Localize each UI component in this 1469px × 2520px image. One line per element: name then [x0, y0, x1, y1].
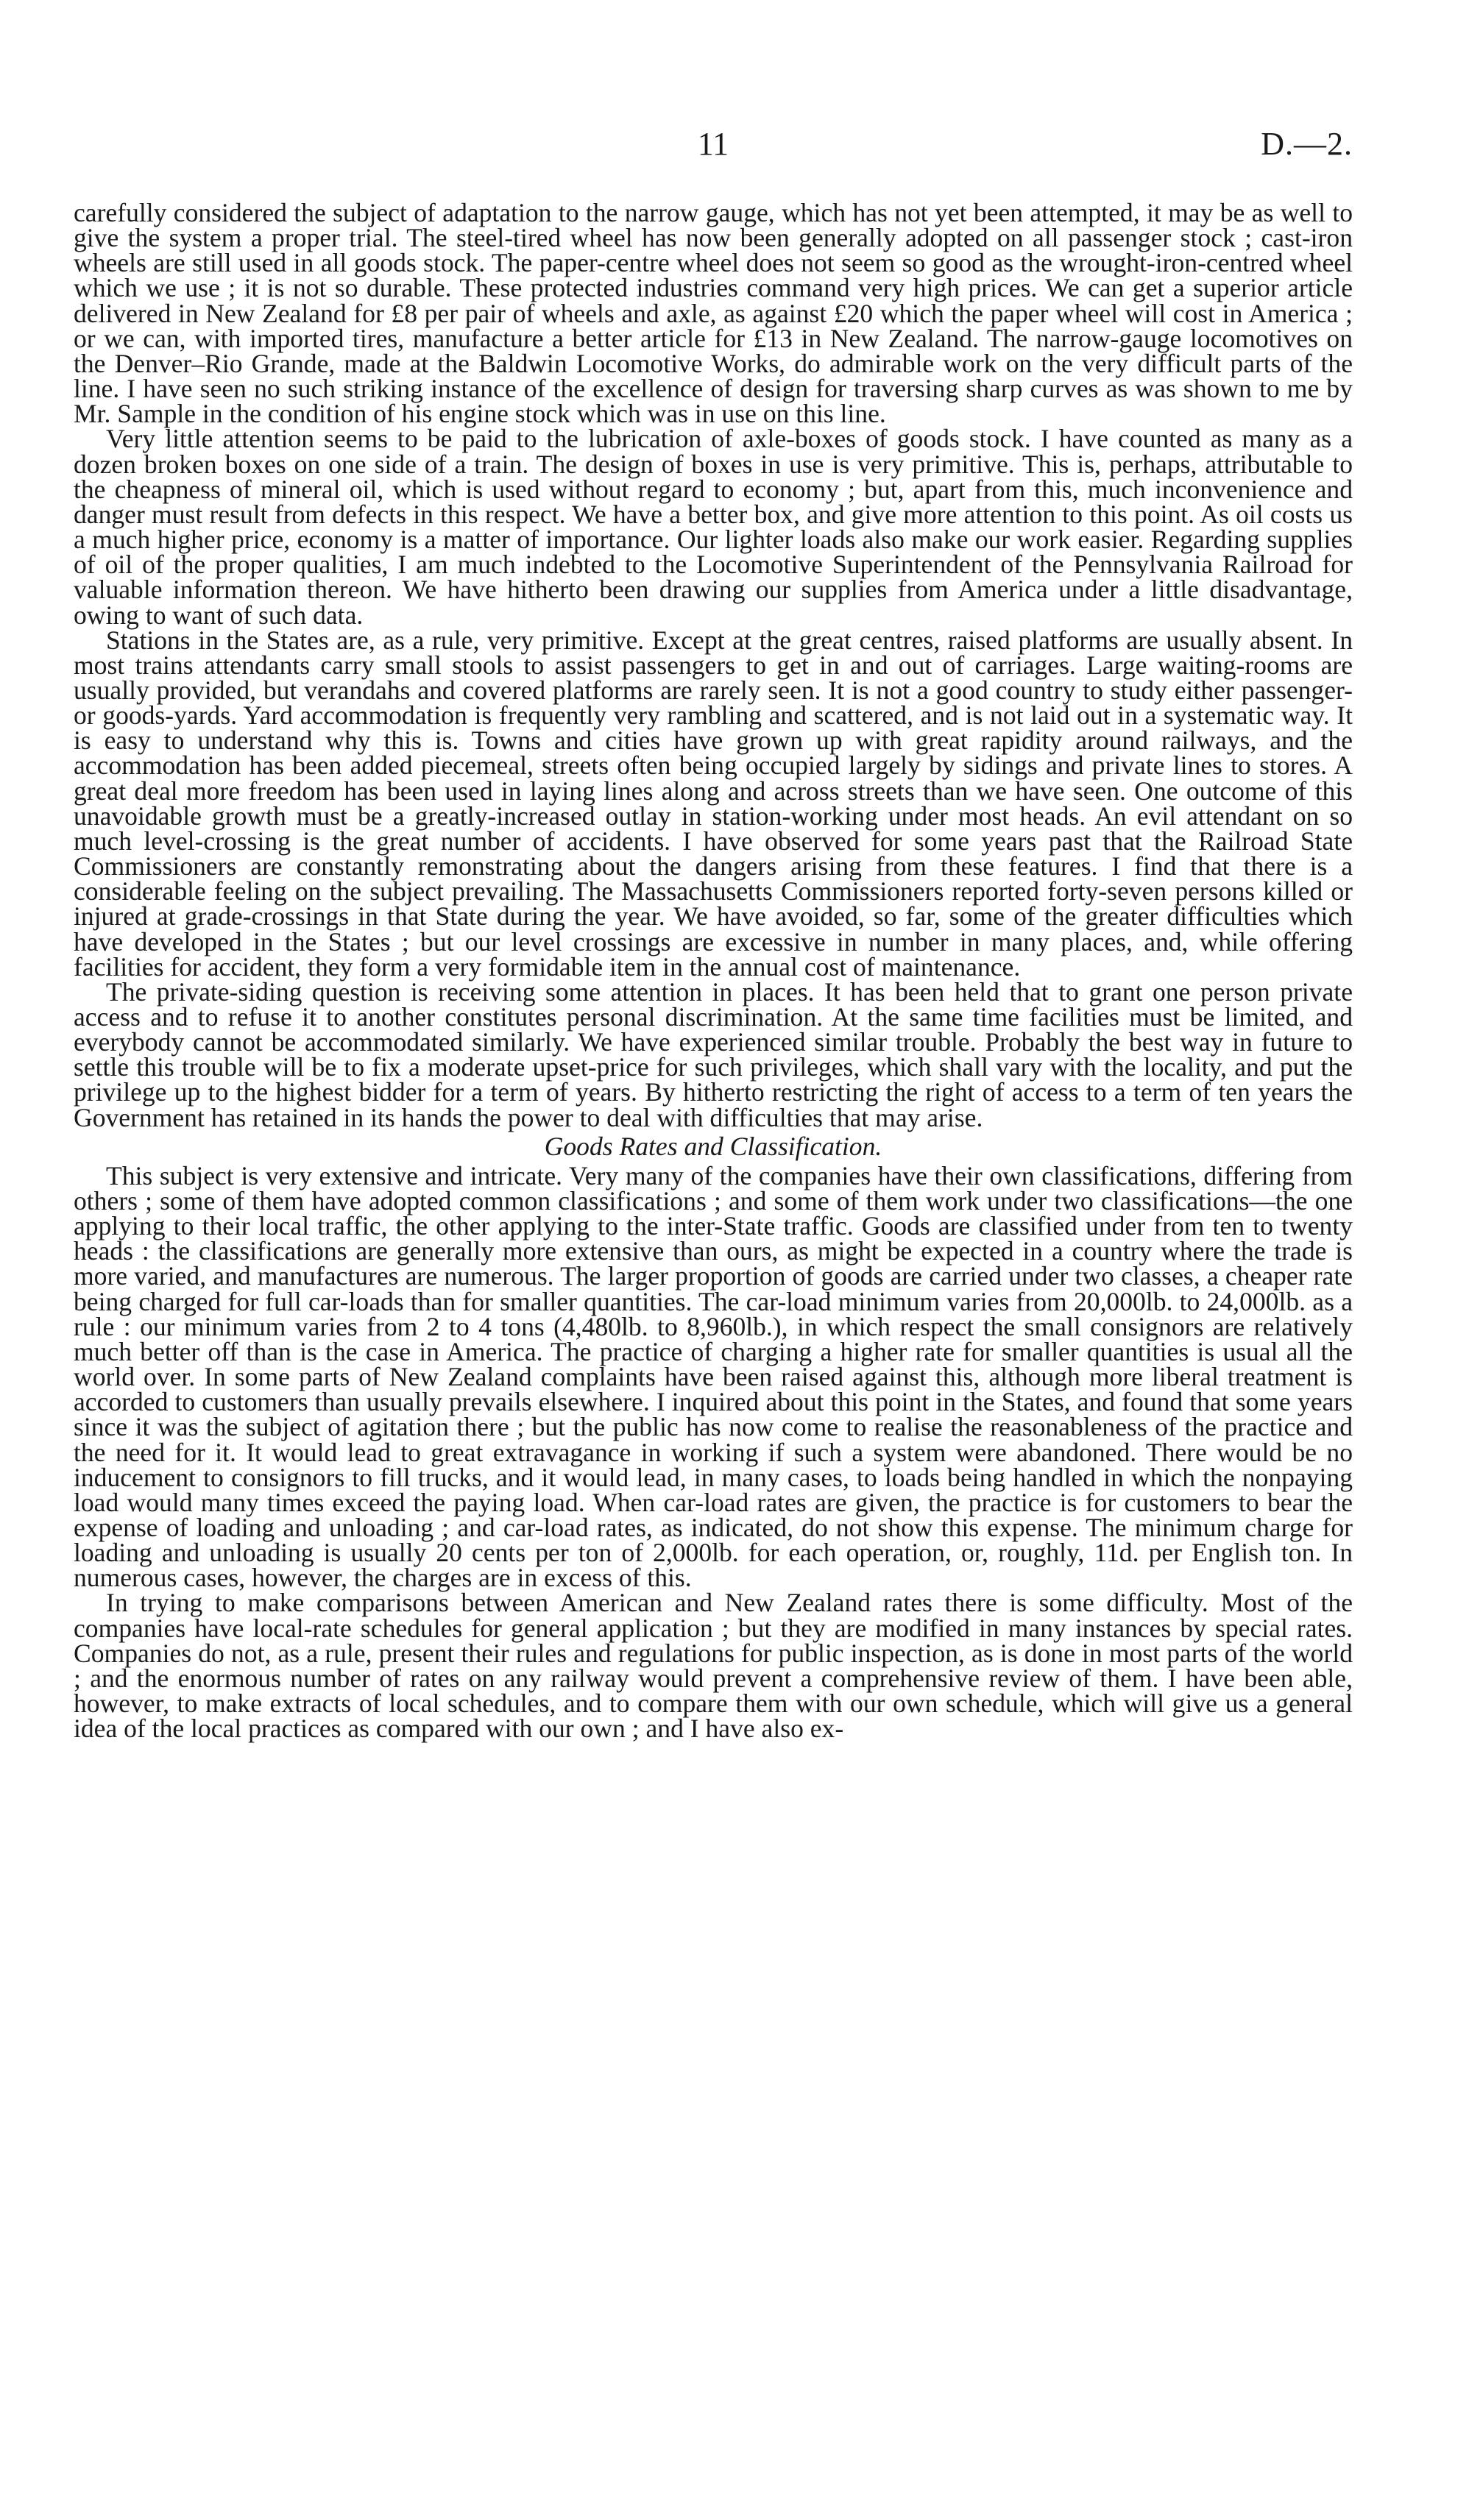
paragraph: carefully considered the subject of adaptation to the narrow gauge, which has not yet been attempted, it may be as well to give the system a proper trial. The steel-tired wheel has now been generally adopted on all passenger stock ; cast-iron wheels are still used in all goods stock. The paper-centre wheel does not seem so good as the wrought-iron-centred wheel which we use ; it is not so durable. These protected industries command very high prices. We can get a superior article delivered in New Zealand for £8 per pair of wheels and axle, as against £20 which the paper wheel will cost in America ; or we can, with imported tires, manufacture a better article for £13 in New Zealand. The narrow-gauge locomotives on the Denver–Rio Grande, made at the Baldwin Locomotive Works, do admirable work on the very difficult parts of the line. I have seen no such striking instance of the excellence of design for traversing sharp curves as was shown to me by Mr. Sample in the condition of his engine stock which was in use on this line. [74, 198, 1353, 429]
document-reference: D.—2. [1261, 126, 1353, 162]
paragraph: This subject is very extensive and intricate. Very many of the companies have their own classifications, differing from others ; some of them have adopted common classifications ; and some of them work under two classifications—the one applying to their local traffic, the other applying to the inter-State traffic. Goods are classified under from ten to twenty heads : the classifications are generally more extensive than ours, as might be expected in a country where the trade is more varied, and manufactures are numerous. The larger proportion of goods are carried under two classes, a cheaper rate being charged for full car-loads than for smaller quantities. The car-load minimum varies from 20,000lb. to 24,000lb. as a rule : our minimum varies from 2 to 4 tons (4,480lb. to 8,960lb.), in which respect the small consignors are relatively much better off than is the case in America. The practice of charging a higher rate for smaller quantities is usual all the world over. In some parts of New Zealand complaints have been raised against this, although more liberal treatment is accorded to customers than usually prevails elsewhere. I inquired about this point in the States, and found that some years since it was the subject of agitation there ; but the public has now come to realise the reasonableness of the practice and the need for it. It would lead to great extravagance in working if such a system were abandoned. There would be no inducement to consignors to fill trucks, and it would lead, in many cases, to loads being handled in which the nonpaying load would many times exceed the paying load. When car-load rates are given, the practice is for customers to bear the expense of loading and unloading ; and car-load rates, as indicated, do not show this expense. The minimum charge for loading and unloading is usually 20 cents per ton of 2,000lb. for each operation, or, roughly, 11d. per English ton. In numerous cases, however, the charges are in excess of this. [74, 1160, 1353, 1593]
paragraph: The private-siding question is receiving some attention in places. It has been held that to grant one person private access and to refuse it to another constitutes personal discrimination. At the same time facilities must be limited, and everybody cannot be accommodated similarly. We have experienced similar trouble. Probably the best way in future to settle this trouble will be to fix a moderate upset-price for such privileges, which shall vary with the locality, and put the privilege up to the highest bidder for a term of years. By hitherto restricting the right of access to a term of ten years the Government has retained in its hands the power to deal with difficulties that may arise. [74, 976, 1353, 1132]
page-number: 11 [697, 126, 729, 162]
paragraph: In trying to make comparisons between American and New Zealand rates there is some difficulty. Most of the companies have local-rate schedules for general application ; but they are modified in many instances by special rates. Companies do not, as a rule, present their rules and regulations for public inspection, as is done in most parts of the world ; and the enormous number of rates on any railway would prevent a comprehensive review of them. I have been able, however, to make extracts of local schedules, and to compare them with our own schedule, which will give us a general idea of the local practices as compared with our own ; and I have also ex- [74, 1588, 1353, 1744]
section-heading: Goods Rates and Classification. [544, 1131, 882, 1161]
page-header [74, 125, 1353, 169]
paragraph: Stations in the States are, as a rule, very primitive. Except at the great centres, raised platforms are usually absent. In most trains attendants carry small stools to assist passengers to get in and out of carriages. Large waiting-rooms are usually provided, but verandahs and covered platforms are rarely seen. It is not a good country to study either passenger- or goods-yards. Yard accommodation is frequently very rambling and scattered, and is not laid out in a systematic way. It is easy to understand why this is. Towns and cities have grown up with great rapidity around railways, and the accommodation has been added piecemeal, streets often being occupied largely by sidings and private lines to stores. A great deal more freedom has been used in laying lines along and across streets than we have seen. One outcome of this unavoidable growth must be a greatly-increased outlay in station-working under most heads. An evil attendant on so much level-crossing is the great number of accidents. I have observed for some years past that the Railroad State Commissioners are constantly remonstrating about the dangers arising from these features. I find that there is a considerable feeling on the subject prevailing. The Massachusetts Commissioners reported forty-seven persons killed or injured at grade-crossings in that State during the year. We have avoided, so far, some of the greater difficulties which have developed in the States ; but our level crossings are excessive in number in many places, and, while offering facilities for accident, they form a very formidable item in the annual cost of maintenance. [74, 625, 1353, 982]
paragraph: Very little attention seems to be paid to the lubrication of axle-boxes of goods stock. I have counted as many as a dozen broken boxes on one side of a train. The design of boxes in use is very primitive. This is, perhaps, attributable to the cheapness of mineral oil, which is used without regard to economy ; but, apart from this, much inconvenience and danger must result from defects in this respect. We have a better box, and give more attention to this point. As oil costs us a much higher price, economy is a matter of importance. Our lighter loads also make our work easier. Regarding supplies of oil of the proper qualities, I am much indebted to the Locomotive Superintendent of the Pennsylvania Railroad for valuable information thereon. We have hitherto been drawing our supplies from America under a little disadvantage, owing to want of such data. [74, 424, 1353, 630]
body-text [74, 198, 1353, 1744]
